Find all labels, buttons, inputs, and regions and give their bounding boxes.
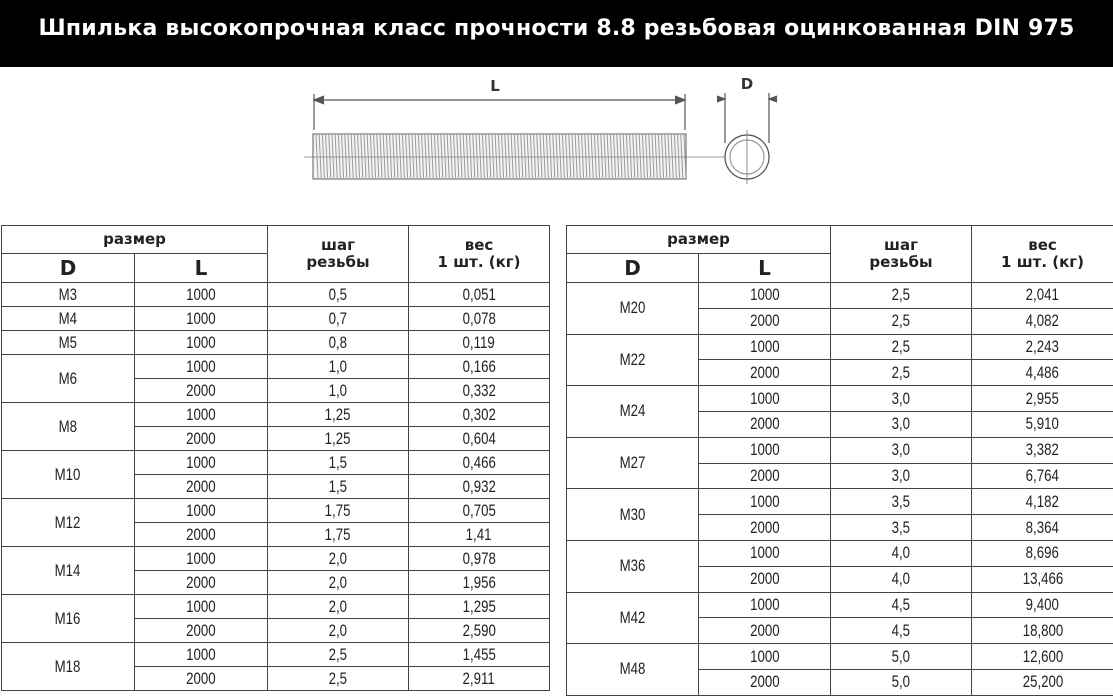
- weight-cell: [409, 643, 550, 667]
- length-value: 1000: [186, 500, 216, 522]
- pitch-value: 0,8: [329, 332, 347, 354]
- length-cell: [135, 451, 268, 475]
- weight-value: 1,455: [462, 644, 495, 666]
- diameter-cell: [567, 437, 699, 489]
- length-cell: [135, 355, 268, 379]
- weight-value: 12,600: [1022, 646, 1063, 668]
- length-value: 1000: [750, 439, 780, 461]
- weight-cell: [972, 540, 1113, 566]
- pitch-value: 5,0: [892, 671, 910, 693]
- pitch-cell: [268, 547, 409, 571]
- table-row: [567, 386, 1113, 412]
- length-cell: [699, 437, 831, 463]
- weight-cell: [409, 523, 550, 547]
- diameter-value: M6: [59, 368, 77, 390]
- pitch-value: 4,5: [892, 594, 910, 616]
- pitch-header: [831, 226, 972, 283]
- l-header: L: [135, 254, 268, 283]
- weight-cell: [409, 451, 550, 475]
- diameter-cell: [567, 334, 699, 386]
- weight-cell: [972, 515, 1113, 541]
- d-header: D: [567, 254, 699, 283]
- weight-header-line1: вес: [409, 237, 549, 254]
- pitch-value: 2,0: [329, 548, 347, 570]
- weight-cell: [409, 307, 550, 331]
- pitch-cell: [831, 283, 972, 309]
- table-row: [2, 355, 550, 379]
- diameter-cell: [567, 489, 699, 541]
- length-value: 2000: [750, 310, 780, 332]
- diameter-cell: [2, 499, 135, 547]
- weight-value: 0,932: [462, 476, 495, 498]
- weight-value: 0,078: [462, 308, 495, 330]
- pitch-header-line1: шаг: [268, 237, 408, 254]
- weight-cell: [409, 499, 550, 523]
- diameter-value: M24: [620, 400, 646, 422]
- length-value: 1000: [186, 332, 216, 354]
- length-cell: [135, 475, 268, 499]
- table-row: [567, 540, 1113, 566]
- length-cell: [699, 515, 831, 541]
- length-cell: [135, 595, 268, 619]
- diameter-value: M12: [55, 512, 81, 534]
- pitch-cell: [268, 427, 409, 451]
- weight-cell: [972, 592, 1113, 618]
- weight-cell: [409, 571, 550, 595]
- length-value: 2000: [186, 380, 216, 402]
- weight-cell: [409, 667, 550, 691]
- pitch-cell: [831, 411, 972, 437]
- diameter-cell: [2, 643, 135, 691]
- weight-value: 0,466: [462, 452, 495, 474]
- pitch-cell: [268, 571, 409, 595]
- pitch-cell: [268, 331, 409, 355]
- weight-cell: [409, 283, 550, 307]
- diameter-cell: [2, 595, 135, 643]
- diameter-value: M4: [59, 308, 77, 330]
- table-row: [2, 307, 550, 331]
- length-value: 1000: [750, 284, 780, 306]
- length-cell: [135, 379, 268, 403]
- length-cell: [699, 308, 831, 334]
- weight-cell: [972, 360, 1113, 386]
- weight-cell: [972, 283, 1113, 309]
- pitch-header-line2: резьбы: [831, 254, 971, 271]
- diameter-cell: [567, 644, 699, 696]
- weight-header-line1: вес: [972, 237, 1113, 254]
- pitch-value: 1,25: [325, 428, 351, 450]
- weight-value: 5,910: [1026, 413, 1059, 435]
- size-header: размер: [2, 226, 268, 254]
- length-value: 1000: [750, 388, 780, 410]
- length-value: 2000: [750, 362, 780, 384]
- length-value: 1000: [750, 491, 780, 513]
- length-value: 2000: [750, 568, 780, 590]
- weight-value: 3,382: [1026, 439, 1059, 461]
- weight-value: 8,364: [1026, 517, 1059, 539]
- table-row: [2, 643, 550, 667]
- length-cell: [135, 643, 268, 667]
- length-cell: [699, 566, 831, 592]
- diameter-value: M16: [55, 608, 81, 630]
- diameter-cell: [2, 547, 135, 595]
- diameter-value: M20: [620, 297, 646, 319]
- diameter-value: M14: [55, 560, 81, 582]
- weight-value: 13,466: [1022, 568, 1063, 590]
- length-value: 2000: [186, 668, 216, 690]
- pitch-value: 2,5: [329, 668, 347, 690]
- table-row: [2, 331, 550, 355]
- pitch-cell: [831, 669, 972, 695]
- weight-cell: [972, 334, 1113, 360]
- pitch-header: [268, 226, 409, 283]
- length-cell: [699, 411, 831, 437]
- length-value: 1000: [186, 308, 216, 330]
- diameter-cell: [567, 283, 699, 335]
- l-header: L: [699, 254, 831, 283]
- diameter-cell: [2, 451, 135, 499]
- weight-header: [409, 226, 550, 283]
- pitch-cell: [831, 386, 972, 412]
- pitch-cell: [268, 619, 409, 643]
- weight-cell: [972, 618, 1113, 644]
- weight-header-line2: 1 шт. (кг): [409, 254, 549, 271]
- pitch-value: 1,0: [329, 356, 347, 378]
- weight-cell: [972, 411, 1113, 437]
- pitch-value: 1,25: [325, 404, 351, 426]
- diameter-value: M8: [59, 416, 77, 438]
- weight-cell: [972, 489, 1113, 515]
- length-value: 2000: [750, 413, 780, 435]
- weight-value: 0,604: [462, 428, 495, 450]
- pitch-cell: [268, 403, 409, 427]
- pitch-value: 1,75: [325, 524, 351, 546]
- pitch-value: 4,0: [892, 568, 910, 590]
- weight-value: 18,800: [1022, 620, 1063, 642]
- pitch-cell: [831, 566, 972, 592]
- length-cell: [699, 334, 831, 360]
- weight-cell: [972, 566, 1113, 592]
- pitch-value: 2,0: [329, 620, 347, 642]
- weight-cell: [409, 379, 550, 403]
- stud-drawing: [290, 68, 790, 198]
- weight-value: 2,243: [1026, 336, 1059, 358]
- diameter-value: M27: [620, 452, 646, 474]
- diameter-value: M48: [620, 658, 646, 680]
- pitch-cell: [831, 540, 972, 566]
- length-cell: [135, 667, 268, 691]
- weight-value: 1,956: [462, 572, 495, 594]
- table-row: [567, 334, 1113, 360]
- diameter-cell: [567, 592, 699, 644]
- weight-cell: [409, 619, 550, 643]
- weight-cell: [972, 669, 1113, 695]
- weight-value: 0,705: [462, 500, 495, 522]
- page-title: Шпилька высокопрочная класс прочности 8.8 резьбовая оцинкованная DIN 975: [0, 16, 1113, 41]
- weight-value: 0,166: [462, 356, 495, 378]
- length-value: 2000: [186, 572, 216, 594]
- table-row: [2, 451, 550, 475]
- pitch-value: 1,75: [325, 500, 351, 522]
- pitch-value: 2,5: [892, 336, 910, 358]
- weight-value: 1,295: [462, 596, 495, 618]
- length-value: 1000: [186, 548, 216, 570]
- length-value: 1000: [186, 404, 216, 426]
- length-value: 2000: [186, 524, 216, 546]
- pitch-cell: [831, 437, 972, 463]
- pitch-header-line2: резьбы: [268, 254, 408, 271]
- weight-cell: [409, 595, 550, 619]
- size-header: размер: [567, 226, 831, 254]
- length-cell: [135, 427, 268, 451]
- length-value: 1000: [186, 452, 216, 474]
- pitch-cell: [831, 489, 972, 515]
- length-cell: [135, 619, 268, 643]
- pitch-value: 0,5: [329, 284, 347, 306]
- length-value: 1000: [186, 284, 216, 306]
- diameter-cell: [567, 540, 699, 592]
- length-cell: [135, 283, 268, 307]
- diameter-value: M3: [59, 284, 77, 306]
- length-cell: [699, 644, 831, 670]
- pitch-value: 2,5: [892, 310, 910, 332]
- length-cell: [135, 403, 268, 427]
- pitch-value: 2,5: [892, 362, 910, 384]
- pitch-cell: [831, 515, 972, 541]
- pitch-header-line1: шаг: [831, 237, 971, 254]
- diameter-value: M22: [620, 349, 646, 371]
- pitch-cell: [831, 463, 972, 489]
- length-value: 1000: [750, 594, 780, 616]
- pitch-value: 1,5: [329, 452, 347, 474]
- weight-header-line2: 1 шт. (кг): [972, 254, 1113, 271]
- table-row: [567, 489, 1113, 515]
- length-value: 2000: [750, 620, 780, 642]
- weight-value: 25,200: [1022, 671, 1063, 693]
- weight-value: 0,051: [462, 284, 495, 306]
- diameter-cell: [2, 355, 135, 403]
- table-row: [2, 403, 550, 427]
- weight-value: 2,955: [1026, 388, 1059, 410]
- length-value: 2000: [750, 671, 780, 693]
- table-row: [2, 283, 550, 307]
- weight-value: 4,486: [1026, 362, 1059, 384]
- pitch-cell: [268, 307, 409, 331]
- table-row: [2, 595, 550, 619]
- length-cell: [699, 540, 831, 566]
- pitch-cell: [831, 308, 972, 334]
- diameter-cell: [567, 386, 699, 438]
- weight-cell: [409, 427, 550, 451]
- spec-table-right-body: [567, 283, 1113, 696]
- weight-cell: [972, 463, 1113, 489]
- diameter-value: M30: [620, 504, 646, 526]
- weight-cell: [972, 437, 1113, 463]
- weight-value: 2,041: [1026, 284, 1059, 306]
- diameter-value: M42: [620, 607, 646, 629]
- length-value: 1000: [186, 644, 216, 666]
- length-cell: [699, 669, 831, 695]
- length-cell: [699, 592, 831, 618]
- length-cell: [699, 463, 831, 489]
- weight-value: 6,764: [1026, 465, 1059, 487]
- weight-value: 2,911: [463, 668, 495, 690]
- pitch-value: 3,0: [892, 413, 910, 435]
- weight-value: 0,332: [462, 380, 495, 402]
- length-value: 2000: [750, 465, 780, 487]
- pitch-value: 3,0: [892, 439, 910, 461]
- weight-cell: [409, 403, 550, 427]
- pitch-value: 2,0: [329, 596, 347, 618]
- table-row: [567, 592, 1113, 618]
- pitch-cell: [268, 595, 409, 619]
- pitch-cell: [268, 379, 409, 403]
- pitch-cell: [831, 360, 972, 386]
- length-cell: [699, 489, 831, 515]
- pitch-value: 5,0: [892, 646, 910, 668]
- length-value: 2000: [186, 476, 216, 498]
- weight-value: 0,119: [463, 332, 495, 354]
- d-header: D: [2, 254, 135, 283]
- diameter-cell: [2, 331, 135, 355]
- pitch-value: 0,7: [329, 308, 347, 330]
- length-cell: [135, 571, 268, 595]
- diameter-value: M36: [620, 555, 646, 577]
- weight-value: 8,696: [1026, 542, 1059, 564]
- diameter-cell: [2, 403, 135, 451]
- length-value: 1000: [750, 542, 780, 564]
- title-bar: [0, 0, 1113, 67]
- pitch-cell: [268, 643, 409, 667]
- pitch-cell: [268, 283, 409, 307]
- spec-table-right: [566, 225, 1113, 696]
- pitch-value: 3,5: [892, 491, 910, 513]
- weight-cell: [409, 475, 550, 499]
- diameter-value: M18: [55, 656, 81, 678]
- weight-cell: [409, 355, 550, 379]
- length-cell: [135, 547, 268, 571]
- weight-cell: [972, 386, 1113, 412]
- table-row: [2, 499, 550, 523]
- weight-value: 9,400: [1026, 594, 1059, 616]
- pitch-cell: [268, 667, 409, 691]
- weight-value: 1,41: [466, 524, 492, 546]
- weight-cell: [409, 547, 550, 571]
- length-cell: [135, 331, 268, 355]
- pitch-value: 1,0: [329, 380, 347, 402]
- length-value: 2000: [186, 620, 216, 642]
- weight-value: 0,302: [462, 404, 495, 426]
- length-cell: [699, 283, 831, 309]
- diameter-label: D: [741, 75, 753, 93]
- weight-header: [972, 226, 1113, 283]
- length-cell: [135, 499, 268, 523]
- length-cell: [699, 386, 831, 412]
- length-cell: [699, 360, 831, 386]
- length-value: 1000: [750, 336, 780, 358]
- pitch-cell: [831, 592, 972, 618]
- weight-value: 4,182: [1026, 491, 1059, 513]
- diameter-value: M10: [55, 464, 81, 486]
- table-row: [567, 437, 1113, 463]
- pitch-value: 2,0: [329, 572, 347, 594]
- pitch-value: 4,0: [892, 542, 910, 564]
- pitch-cell: [268, 499, 409, 523]
- table-row: [2, 547, 550, 571]
- length-cell: [699, 618, 831, 644]
- spec-table-left: [1, 225, 550, 691]
- spec-table-left-body: [2, 283, 550, 691]
- length-cell: [135, 307, 268, 331]
- table-row: [567, 283, 1113, 309]
- pitch-cell: [831, 644, 972, 670]
- pitch-cell: [268, 355, 409, 379]
- pitch-value: 2,5: [892, 284, 910, 306]
- length-cell: [135, 523, 268, 547]
- weight-value: 0,978: [462, 548, 495, 570]
- diameter-cell: [2, 283, 135, 307]
- pitch-cell: [831, 334, 972, 360]
- length-value: 1000: [186, 356, 216, 378]
- weight-cell: [409, 331, 550, 355]
- diameter-value: M5: [59, 332, 77, 354]
- weight-cell: [972, 644, 1113, 670]
- pitch-value: 3,5: [892, 517, 910, 539]
- pitch-cell: [831, 618, 972, 644]
- pitch-cell: [268, 523, 409, 547]
- pitch-cell: [268, 475, 409, 499]
- pitch-value: 3,0: [892, 465, 910, 487]
- length-value: 1000: [186, 596, 216, 618]
- pitch-value: 2,5: [329, 644, 347, 666]
- length-value: 2000: [750, 517, 780, 539]
- weight-value: 4,082: [1026, 310, 1059, 332]
- length-value: 2000: [186, 428, 216, 450]
- diameter-cell: [2, 307, 135, 331]
- table-row: [567, 644, 1113, 670]
- weight-cell: [972, 308, 1113, 334]
- pitch-value: 1,5: [329, 476, 347, 498]
- pitch-value: 3,0: [892, 388, 910, 410]
- weight-value: 2,590: [462, 620, 495, 642]
- pitch-cell: [268, 451, 409, 475]
- pitch-value: 4,5: [892, 620, 910, 642]
- length-value: 1000: [750, 646, 780, 668]
- length-label: L: [490, 77, 500, 95]
